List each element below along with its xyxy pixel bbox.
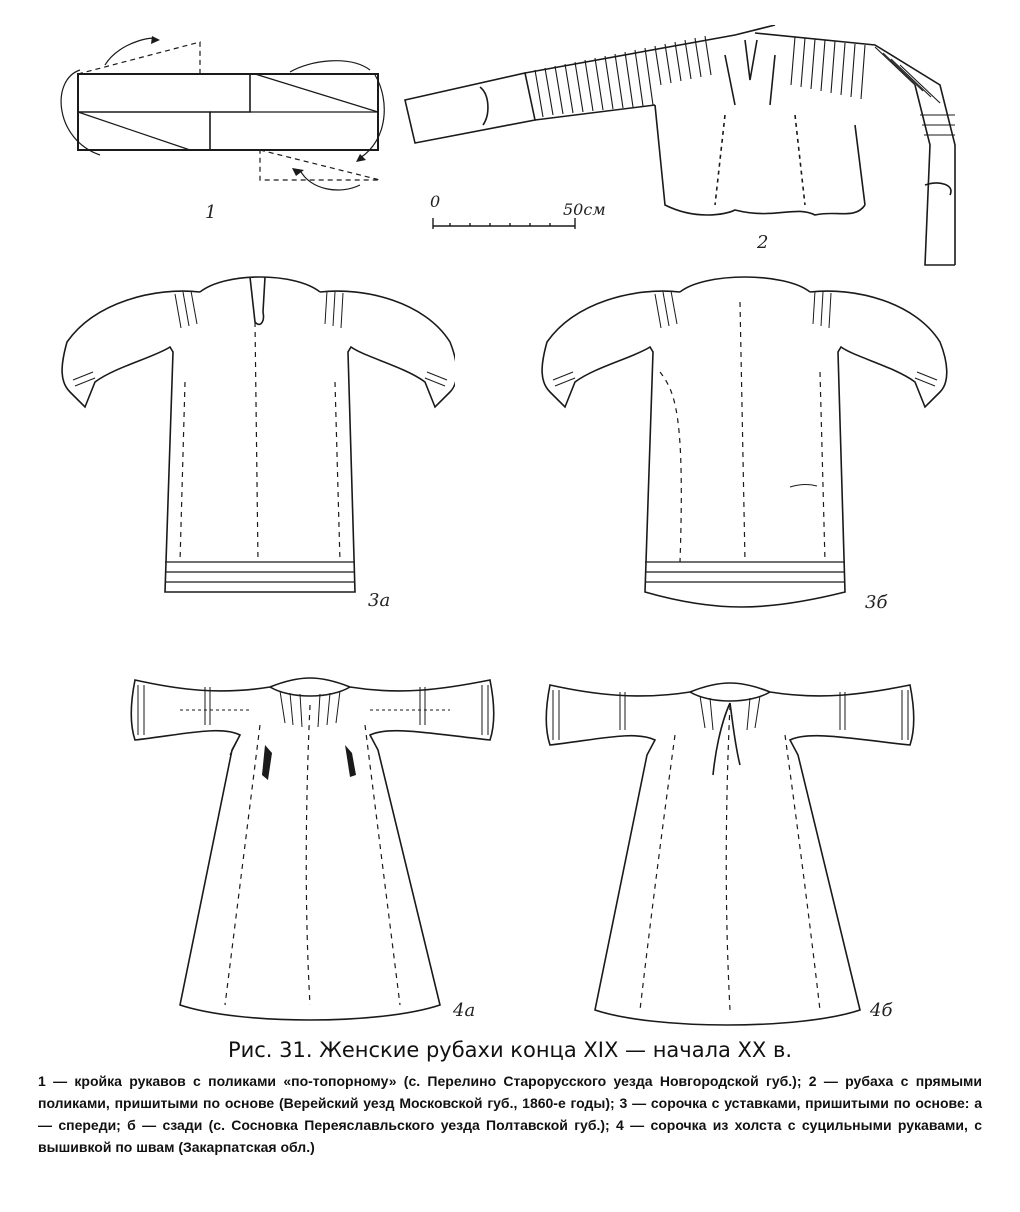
figure-caption-text: 1 — кройка рукавов с поликами «по-топорному» (с. Перелино Старорусского уезда Новгородской губ.); 2 — рубаха с прямыми поликами, пришитыми по основе (Верейский уезд Московской губ., 1860-е годы); 3 — сорочка с уставками, пришитыми по основе: а — спереди; б — сзади (с. Сосновка Переяславльского уезда Полтавской губ.); 4 — сорочка из холста с суцильными рукавами, с вышивкой по швам (Закарпатская обл.)	[38, 1073, 982, 1155]
figure-2-label: 2	[757, 232, 769, 253]
figure-3b-label: 3б	[865, 592, 888, 613]
cropped-text-line	[0, 0, 1020, 8]
figure-caption-body	[38, 1070, 982, 1158]
scale-bar	[430, 212, 580, 232]
figure-4b-label: 4б	[870, 1000, 893, 1021]
figure-3a-chemise-front	[55, 262, 455, 607]
figure-2-shirt-drawing	[395, 25, 985, 275]
figure-3b-chemise-back	[535, 262, 955, 622]
figure-4b-chemise	[535, 665, 930, 1035]
scale-end-label: 50см	[563, 200, 606, 219]
figure-caption-title: Рис. 31. Женские рубахи конца XIX — начала XX в.	[227, 1038, 793, 1062]
figure-1-cutting-diagram	[60, 30, 400, 210]
figure-1-label: 1	[205, 202, 217, 223]
scale-zero-label: 0	[430, 192, 441, 211]
figure-4a-label: 4а	[453, 1000, 476, 1021]
figure-4a-chemise	[120, 665, 510, 1030]
figure-3a-label: 3а	[368, 590, 391, 611]
